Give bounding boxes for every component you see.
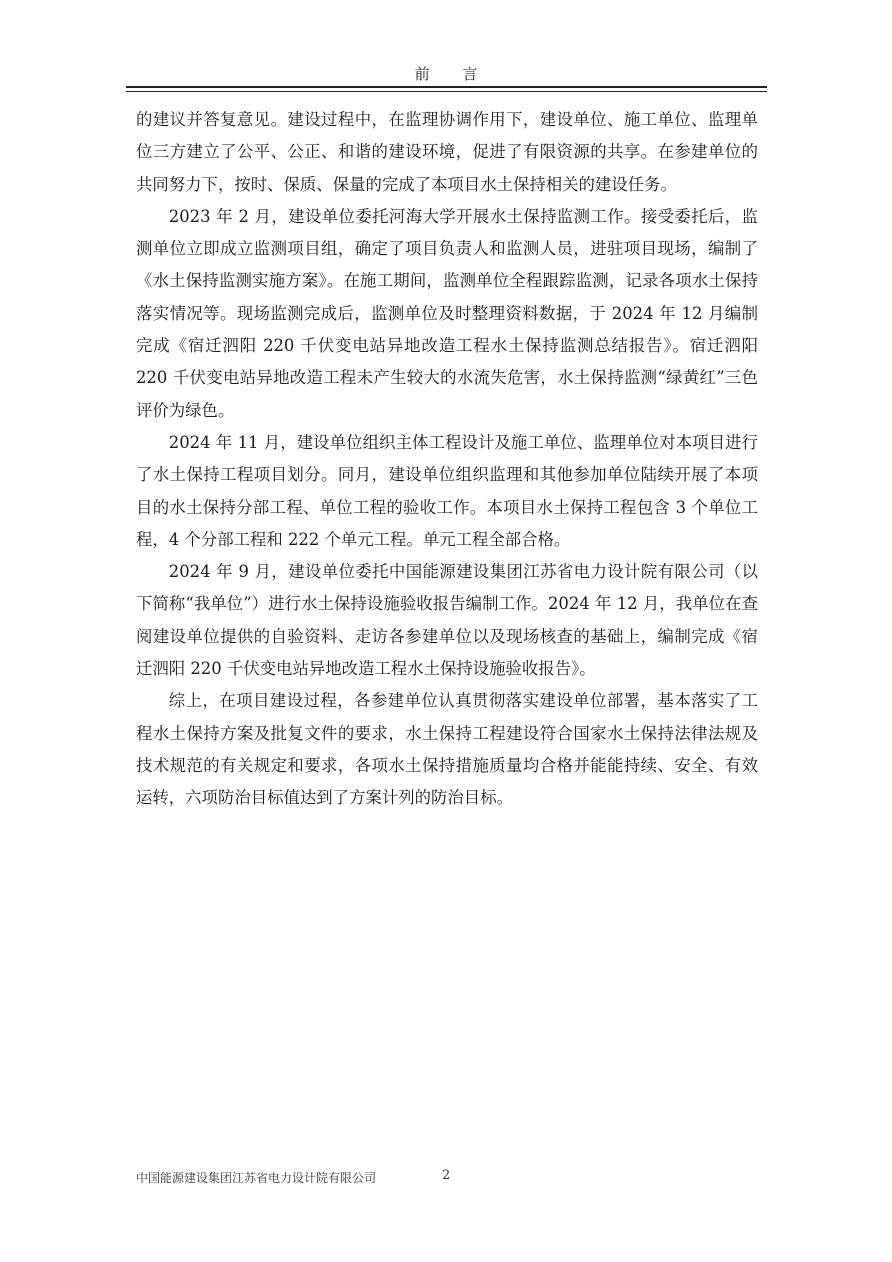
body-text	[136, 104, 758, 815]
footer-company-name: 中国能源建设集团江苏省电力设计院有限公司	[136, 1171, 377, 1185]
footer-page-number: 2	[442, 1168, 451, 1183]
paragraph-acceptance-report: 2024 年 9 月，建设单位委托中国能源建设集团江苏省电力设计院有限公司（以下简称“我单位”）进行水土保持设施验收报告编制工作。2024 年 12 月，我单位在查阅建设单位提供的自验资料、走访各参建单位以及现场核查的基础上，编制完成《宿迁泗阳 220 千伏变电站异地改造工程水土保持设施验收报告》。	[136, 562, 758, 679]
page-header-title: 前 言	[414, 65, 492, 83]
paragraph-continued: 的建议并答复意见。建设过程中，在监理协调作用下，建设单位、施工单位、监理单位三方建立了公平、公正、和谐的建设环境，促进了有限资源的共享。在参建单位的共同努力下，按时、保质、保量的完成了本项目水土保持相关的建设任务。	[136, 110, 758, 194]
paragraph-monitoring: 2023 年 2 月，建设单位委托河海大学开展水土保持监测工作。接受委托后，监测单位立即成立监测项目组，确定了项目负责人和监测人员，进驻项目现场，编制了《水土保持监测实施方案》。在施工期间，监测单位全程跟踪监测，记录各项水土保持落实情况等。现场监测完成后，监测单位及时整理资料数据，于 2024 年 12 月编制完成《宿迁泗阳 220 千伏变电站异地改造工程水土保持监测总结报告》。宿迁泗阳 220 千伏变电站异地改造工程未产生较大的水流失危害，水土保持监测“绿黄红”三色评价为绿色。	[136, 206, 758, 420]
paragraph-project-division: 2024 年 11 月，建设单位组织主体工程设计及施工单位、监理单位对本项目进行了水土保持工程项目划分。同月，建设单位组织监理和其他参加单位陆续开展了本项目的水土保持分部工程、单位工程的验收工作。本项目水土保持工程包含 3 个单位工程，4 个分部工程和 222 个单元工程。单元工程全部合格。	[136, 432, 758, 549]
header-rule-thin	[126, 91, 767, 92]
paragraph-summary: 综上，在项目建设过程，各参建单位认真贯彻落实建设单位部署，基本落实了工程水土保持方案及批复文件的要求，水土保持工程建设符合国家水土保持法律法规及技术规范的有关规定和要求，各项水土保持措施质量均合格并能能持续、安全、有效运转，六项防治目标值达到了方案计列的防治目标。	[136, 691, 758, 808]
header-rule-thick	[126, 86, 767, 88]
